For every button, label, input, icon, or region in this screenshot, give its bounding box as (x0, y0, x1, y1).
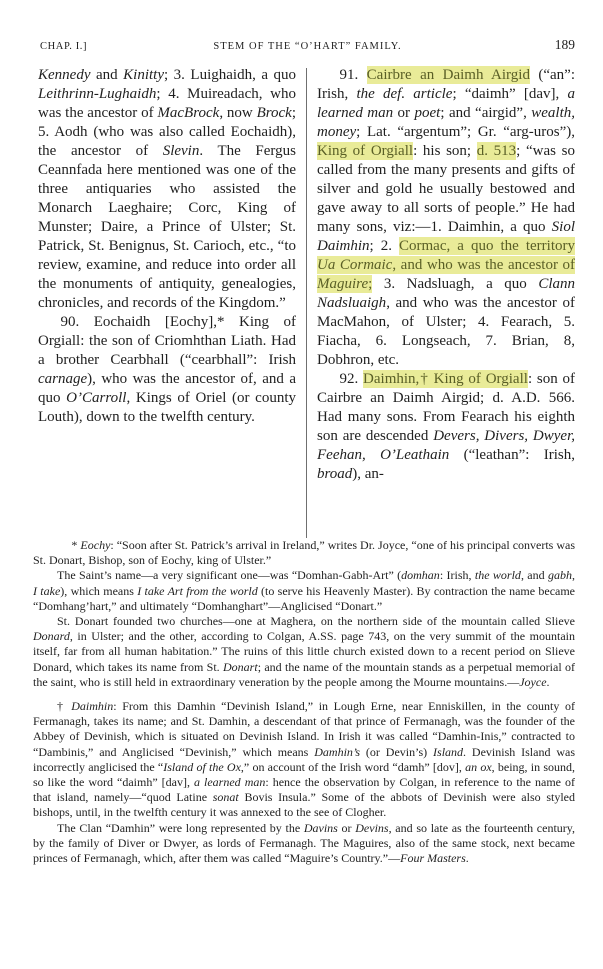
text-segment: Clann Nadsluaigh (317, 276, 575, 311)
footnote-eochy-para-1 (33, 538, 575, 568)
text-segment: : hence the observation by Colgan, in reference to the name of that island, namely—“quod Latine (33, 775, 576, 805)
text-segment: . (546, 674, 550, 689)
text-segment: . The Fergus Ceannfada here mentioned was one of the three antiquaries who assisted the Monarch Laeghaire; Corc, King of Munster; Daire, a Prince of Ulster; St. Patrick, St. Benignus, St. Carioch, etc., “to review, examine, and reduce into order all the monuments of antiquity, genealogies, chronicles, and records of the Kingdom.” (38, 143, 296, 311)
text-segment: , being, in sound, so like the word “daimh” [dav], (33, 759, 575, 790)
text-segment: , (572, 568, 576, 583)
text-segment: ), an- (352, 466, 384, 482)
text-segment: . (465, 851, 469, 866)
footnote-daimhin-para-2 (33, 821, 575, 867)
text-segment: Donart (223, 659, 258, 674)
text-segment: the def. article (356, 86, 453, 102)
text-segment: Eochy (80, 538, 111, 552)
paragraph-continuation (38, 66, 296, 313)
text-segment: ; 3. Luighaidh, a quo (164, 67, 296, 83)
text-segment: or (337, 820, 356, 835)
text-segment: Devins (355, 820, 389, 835)
text-segment: Slevin (162, 143, 200, 159)
page-number: 189 (554, 37, 575, 52)
text-segment: Kennedy (38, 67, 91, 83)
text-segment: : “Soon after St. Patrick’s arrival in Ireland,” writes Dr. Joyce, “one of his principal converts was St. Donart, Bishop, son of Eochy, king of Ulster.” (33, 538, 576, 568)
text-segment: Siol Daimhin (317, 219, 575, 254)
paragraph-90 (38, 313, 296, 427)
text-segment: , and who was the ancestor of MacMahon, of Ulster; 4. Fearach, 5. Fiacha, 6. Longseach, 7. Brian, 8, Dobhron, etc. (317, 295, 575, 368)
text-segment: (or Devin’s) (360, 744, 434, 759)
text-segment: sonat (212, 790, 239, 805)
footnote-eochy-para-2 (33, 568, 575, 614)
running-title: STEM OF THE “O’HART” FAMILY. (213, 41, 402, 52)
highlighted-text: King of Orgiall (317, 143, 414, 159)
text-segment: Davins (303, 820, 338, 835)
text-segment: ; Lat. “argentum”; Gr. “arg-uros”), (356, 124, 575, 140)
text-columns (38, 66, 575, 544)
text-segment: 91. (339, 67, 367, 83)
text-segment: . Devinish Island was incorrectly anglicised the “ (33, 744, 576, 774)
text-segment: , and (520, 568, 549, 583)
text-segment: : From this Damhin “Devinish Island,” in Lough Erne, near Enniskillen, in the county of Fermanagh, takes its name; and St. Damhin, a descendant of that prince of Fermanagh, was the founder of the Abbey of Devinish, which is situated on Devinish Island. In Irish it was called “Damhin-Inis,” contracted to “Dambinis,” and Anglicised “Devinish,” which means (33, 699, 576, 759)
text-segment: or (393, 105, 415, 121)
footnotes-section (33, 538, 575, 866)
text-segment: : his son; (413, 143, 477, 159)
text-segment: , and so late as the fourteenth century, by the family of Diver or Dwyer, as lords of Fermanagh. The Maguires, also of the same stock, next became princes of Fermanagh, which, after them was called “Maguire’s Country.”— (33, 820, 575, 866)
text-segment: wealth, money (317, 105, 575, 140)
text-segment: St. Donart founded two churches—one at Maghera, on the northern side of the mountain called Slieve (57, 614, 575, 629)
text-segment: a learned man (317, 86, 575, 121)
text-segment: carnage (38, 371, 88, 387)
text-segment: Devers, Divers, Dwyer, Feehan, O’Leathain (317, 428, 575, 463)
text-segment: the world (474, 568, 521, 583)
footnote-eochy-para-3 (33, 614, 575, 690)
text-segment: * (71, 538, 81, 552)
text-segment: Island of the Ox (163, 759, 241, 774)
text-segment: 92. (339, 371, 364, 387)
text-segment: gabh (548, 568, 573, 583)
highlighted-text: Maguire (317, 276, 369, 292)
highlighted-text: , and who was the ancestor of (392, 257, 575, 273)
text-segment: I take Art from the world (137, 583, 258, 598)
text-segment: The Clan “Damhin” were long represented by the (57, 820, 304, 835)
highlighted-text: Cormac, a quo the territory (399, 238, 575, 254)
text-segment: , in Ulster; and the other, according to Colgan, A.SS. page 743, on the very summit of the mountain itself, far from all human habitation.” The ruins of this little church existed down to a recent period on Slieve Donard, which takes its name from St. (33, 629, 575, 674)
text-segment: ; and “airgid”, (440, 105, 532, 121)
text-segment: ; 5. Aodh (who was also called Eochaidh), the ancestor of (38, 105, 296, 159)
text-segment: I take (33, 583, 61, 598)
left-column (38, 66, 296, 544)
text-segment: an ox (465, 759, 492, 774)
text-segment: ; “daimh” [dav], (452, 86, 568, 102)
footnote-daimhin-para-1 (33, 699, 575, 821)
text-segment: Joyce (519, 674, 547, 689)
highlighted-text: Cairbre an Daimh Airgid (366, 67, 530, 83)
text-segment: Island (433, 744, 464, 759)
text-segment: ), who was the ancestor of, and a quo (38, 371, 296, 406)
text-segment: The Saint’s name—a very significant one—was “Domhan-Gabh-Art” ( (57, 568, 402, 583)
highlighted-text: Ua Cormaic (317, 257, 393, 273)
text-segment: (“an”: Irish, (317, 67, 575, 102)
text-segment: 3. Nadsluagh, a quo (372, 276, 539, 292)
text-segment: , Kings of Oriel (or county Louth), down to the twelfth century. (38, 390, 297, 425)
text-segment: and (90, 67, 124, 83)
text-segment: domhan (401, 568, 440, 583)
text-segment: ; “was so called from the many presents and gifts of silver and gold he usually bestowed and gave away to all sorts of people.” He had many sons, viz:—1. Daimhin, a quo (317, 143, 575, 235)
text-segment: : son of Cairbre an Daimh Airgid; d. A.D. 566. Had many sons. From Fearach his eighth son are descended (317, 371, 575, 444)
text-segment: ), which means (60, 583, 138, 598)
chapter-label: CHAP. I.] (40, 41, 88, 52)
column-divider-rule (306, 68, 307, 538)
text-segment: a learned man (194, 775, 266, 790)
page-header (40, 37, 575, 53)
text-segment: Brock (256, 105, 292, 121)
text-segment: MacBrock (157, 105, 220, 121)
highlighted-text: d. 513 (476, 143, 517, 159)
text-segment: ,” on account of the Irish word “damh” [dov], (240, 759, 466, 774)
text-segment: ; and the name of the mountain stands as a perpetual memorial of the saint, who is still held in extraordinary veneration by the people among the Mourne mountains.— (33, 659, 575, 689)
text-segment: , now (219, 105, 257, 121)
highlighted-text: Daimhin,† King of Orgiall (363, 371, 528, 387)
text-segment: (“leathan”: Irish, (449, 447, 575, 463)
paragraph-91 (317, 66, 575, 370)
text-segment: poet (414, 105, 441, 121)
text-segment: Bovis Insula.” Some of the abbots of Devinish were also styled bishops, until, in the twelfth century it was annexed to the see of Clogher. (33, 790, 575, 820)
text-segment: ; 4. Muireadach, who was the ancestor of (38, 86, 296, 121)
text-segment: (to serve his Heavenly Master). By contraction the name became “Domhang’hart,” and ultimately “Domhanghart”—Anglicised “Donart.” (33, 583, 576, 613)
text-segment: broad (317, 466, 353, 482)
text-segment: Donard (33, 629, 70, 644)
text-segment: O’Carroll (66, 390, 127, 406)
text-segment: Four Masters (400, 851, 466, 866)
text-segment: Kinitty (123, 67, 164, 83)
paragraph-92 (317, 370, 575, 484)
text-segment: Daimhin (71, 699, 114, 714)
right-column (317, 66, 575, 544)
text-segment: 90. Eochaidh [Eochy],* King of Orgiall: the son of Criomhthan Liath. Had a brother Cearbhall (“cearbhall”: Irish (38, 314, 296, 368)
text-segment: : Irish, (439, 568, 475, 583)
text-segment: Leithrinn-Lughaidh (38, 86, 157, 102)
text-segment: ; 2. (369, 238, 399, 254)
text-segment: Damhin’s (314, 744, 361, 759)
text-segment: † (57, 699, 72, 714)
highlighted-text: ; (368, 276, 373, 292)
